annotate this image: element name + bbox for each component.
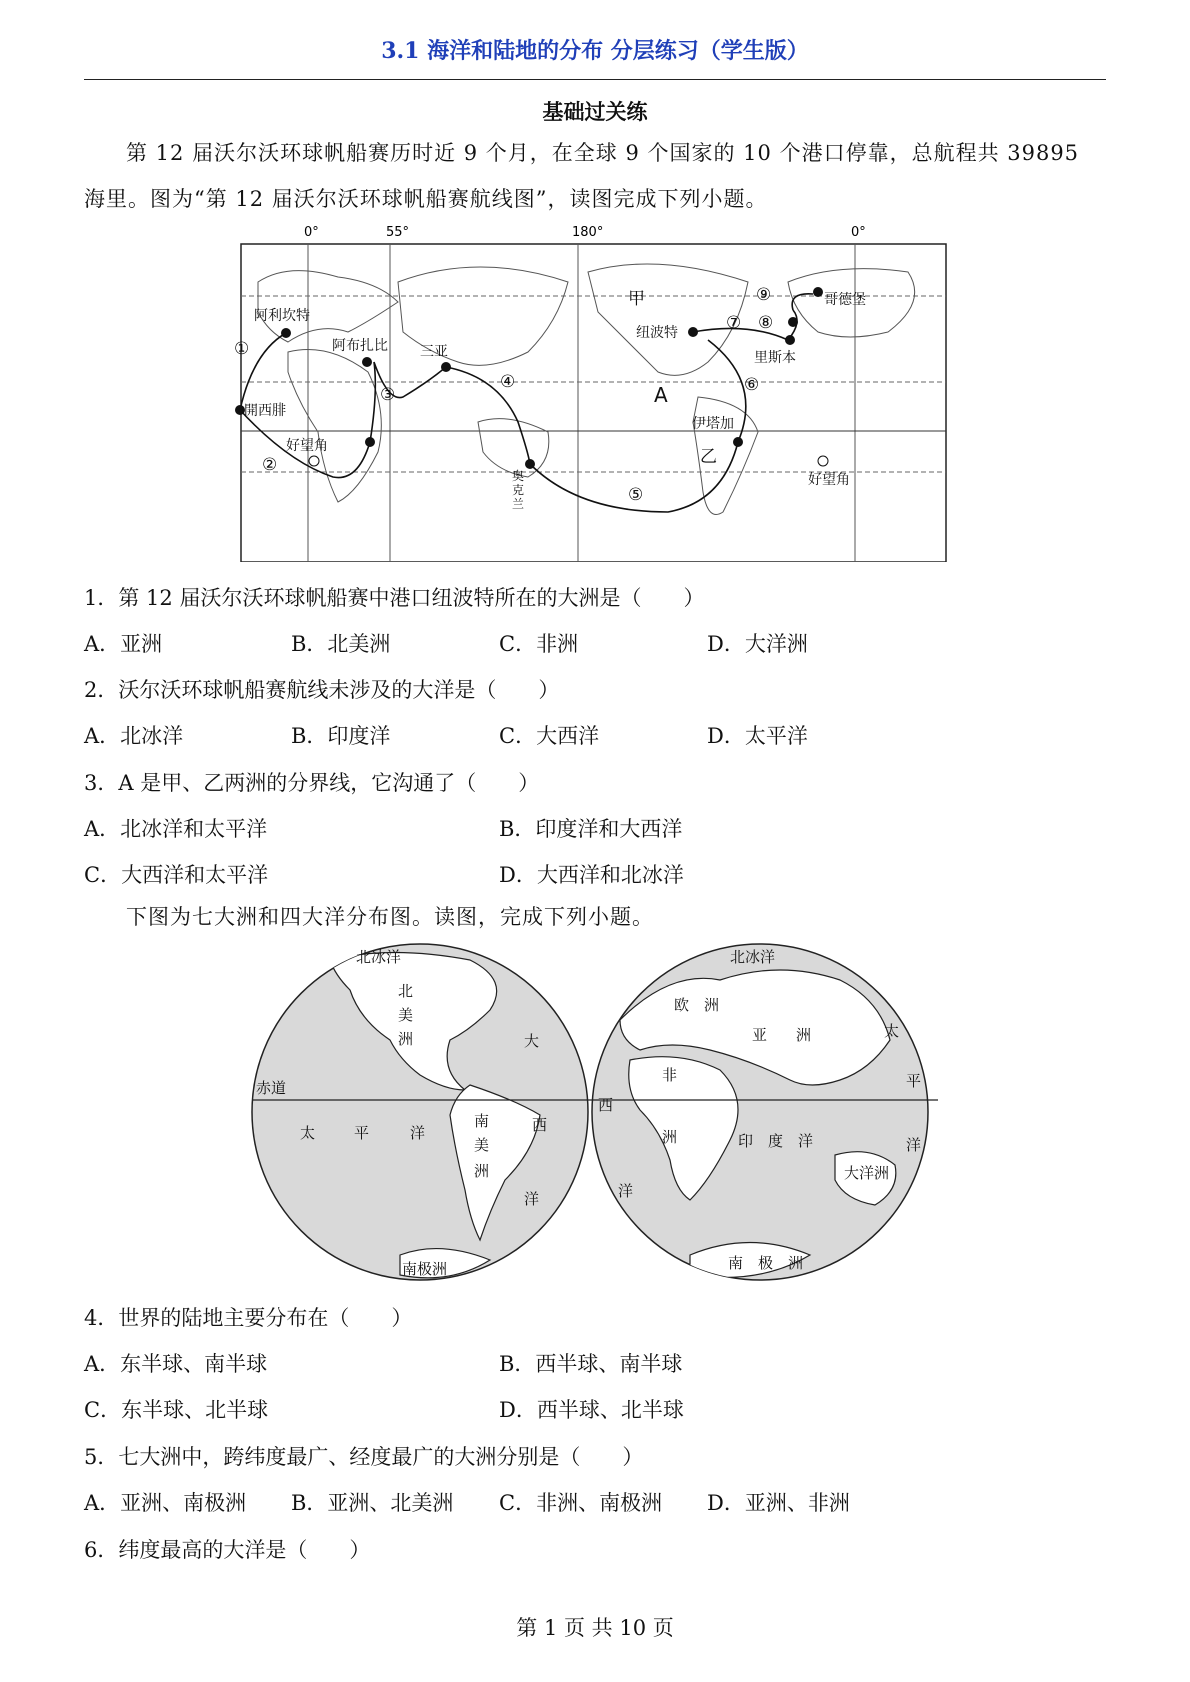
map1-lon-0-right: 0° [851, 225, 866, 240]
q4-option-a[interactable]: A．东半球、南半球 [84, 1352, 268, 1376]
port-lisbon-dot [785, 335, 795, 345]
e-ant: 南 极 洲 [728, 1254, 804, 1272]
label-yi: 乙 [700, 447, 717, 467]
q1-option-b[interactable]: B．北美洲 [291, 632, 391, 656]
label-abudhabi: 阿布扎比 [332, 338, 388, 354]
e-oceania: 大洋洲 [844, 1164, 890, 1182]
question-6-number: 6． [84, 1538, 119, 1562]
e-asia2: 洲 [796, 1026, 812, 1044]
port-auckland-dot [525, 459, 535, 469]
intro-line-2: 海里。图为“第 12 届沃尔沃环球帆船赛航线图”，读图完成下列小题。 [84, 187, 768, 211]
e-europe: 欧 洲 [674, 996, 720, 1014]
w-na2: 美 [398, 1006, 414, 1024]
w-sa3: 洲 [474, 1162, 490, 1180]
q3-option-c[interactable]: C．大西洋和太平洋 [84, 863, 269, 887]
intro-line-1: 第 12 届沃尔沃环球帆船赛历时近 9 个月，在全球 9 个国家的 10 个港口停靠，总航程共 39895 [126, 141, 1080, 165]
q2-option-b[interactable]: B．印度洋 [291, 724, 391, 748]
label-cape-left: 好望角 [286, 438, 328, 454]
e-af1: 非 [662, 1066, 678, 1084]
question-3 [84, 767, 539, 797]
e-ping: 平 [906, 1072, 922, 1090]
question-6 [84, 1534, 370, 1564]
question-4-number: 4． [84, 1306, 119, 1330]
label-alicante: 阿利坎特 [254, 308, 310, 324]
q4-option-b[interactable]: B．西半球、南半球 [499, 1352, 683, 1376]
map1-lon-0-left: 0° [304, 225, 319, 240]
q1-option-d[interactable]: D．大洋洲 [707, 632, 808, 656]
q1-option-a[interactable]: A．亚洲 [84, 632, 163, 656]
q5-option-c[interactable]: C．非洲、南极洲 [499, 1491, 663, 1515]
page-footer: 第 1 页 共 10 页 [516, 1616, 674, 1640]
leg-6-label: ⑥ [744, 375, 760, 395]
leg-1-label: ① [234, 339, 250, 359]
port-newport-dot [688, 327, 698, 337]
e-arctic: 北冰洋 [730, 948, 776, 966]
route-map [228, 222, 948, 562]
question-2 [84, 674, 559, 704]
map1-lon-55: 55° [386, 225, 410, 240]
question-2-number: 2． [84, 678, 119, 702]
w-equator: 赤道 [256, 1079, 287, 1097]
leg-8-label: ⑧ [758, 313, 774, 333]
auckland-vertical-label [512, 468, 524, 511]
q5-option-b[interactable]: B．亚洲、北美洲 [291, 1491, 454, 1515]
q2-option-c[interactable]: C．大西洋 [499, 724, 600, 748]
label-auckland-2: 克 [512, 483, 525, 497]
question-1-text: 第 12 届沃尔沃环球帆船赛中港口纽波特所在的大洲是（ ） [118, 586, 705, 610]
port-alicante-dot [281, 328, 291, 338]
e-tai: 太 [884, 1022, 900, 1040]
question-1-number: 1． [84, 586, 119, 610]
map1-lon-180: 180° [572, 225, 604, 240]
question-5-text: 七大洲中，跨纬度最广、经度最广的大洲分别是（ ） [118, 1445, 644, 1469]
w-p2: 平 [354, 1124, 370, 1142]
q3-option-a[interactable]: A．北冰洋和太平洋 [84, 817, 268, 841]
intro-paragraph [84, 130, 1108, 222]
label-capetown: 開西腓 [244, 403, 286, 419]
cape-left-marker [309, 456, 319, 466]
q3-option-d[interactable]: D．大西洋和北冰洋 [499, 863, 684, 887]
w-na3: 洲 [398, 1030, 414, 1048]
question-4-text: 世界的陆地主要分布在（ ） [118, 1306, 413, 1330]
leg-7-label: ⑦ [726, 313, 742, 333]
e-yang: 洋 [618, 1182, 634, 1200]
port-itajai-dot [733, 437, 743, 447]
port-abudhabi-dot [362, 357, 372, 367]
w-arctic: 北冰洋 [356, 948, 402, 966]
q3-option-b[interactable]: B．印度洋和大西洋 [499, 817, 683, 841]
q5-option-a[interactable]: A．亚洲、南极洲 [84, 1491, 247, 1515]
label-sanya: 三亚 [420, 344, 448, 360]
port-cape-mid-dot [365, 437, 375, 447]
question-3-text: A 是甲、乙两洲的分界线，它沟通了（ ） [118, 771, 540, 795]
label-goteborg: 哥德堡 [824, 292, 866, 308]
label-itajai: 伊塔加 [692, 416, 734, 432]
question-3-number: 3． [84, 771, 119, 795]
label-cape-right: 好望角 [808, 472, 850, 488]
e-xi: 西 [598, 1096, 614, 1114]
question-4 [84, 1302, 412, 1332]
header-rule [84, 79, 1106, 80]
leg-2-label: ② [262, 455, 278, 475]
w-xi: 西 [532, 1116, 548, 1134]
q4-option-c[interactable]: C．东半球、北半球 [84, 1398, 269, 1422]
question-6-text: 纬度最高的大洋是（ ） [118, 1538, 371, 1562]
w-ant: 南极洲 [402, 1260, 448, 1278]
e-asia1: 亚 [752, 1026, 768, 1044]
question-5 [84, 1441, 643, 1471]
w-p1: 太 [300, 1124, 316, 1142]
e-yang2: 洋 [906, 1136, 922, 1154]
e-af2: 洲 [662, 1128, 678, 1146]
label-a: A [654, 383, 668, 407]
label-auckland-1: 奥 [512, 469, 525, 483]
leg-5-label: ⑤ [628, 485, 644, 505]
w-yang: 洋 [524, 1190, 540, 1208]
label-jia: 甲 [628, 289, 645, 309]
leg-9-label: ⑨ [756, 285, 772, 305]
q5-option-d[interactable]: D．亚洲、非洲 [707, 1491, 850, 1515]
e-io: 印 度 洋 [738, 1132, 814, 1150]
label-lisbon: 里斯本 [754, 350, 796, 366]
port-goteborg-dot [813, 287, 823, 297]
hemisphere-map [250, 940, 940, 1285]
question-2-text: 沃尔沃环球帆船赛航线未涉及的大洋是（ ） [118, 678, 560, 702]
question-5-number: 5． [84, 1445, 119, 1469]
w-sa1: 南 [474, 1112, 490, 1130]
question-1 [84, 582, 704, 612]
label-newport: 纽波特 [636, 325, 678, 341]
page-title: 3.1 海洋和陆地的分布 分层练习（学生版） [381, 38, 809, 64]
port-sanya-dot [441, 362, 451, 372]
w-sa2: 美 [474, 1136, 490, 1154]
leg-4-label: ④ [500, 372, 516, 392]
q4-option-d[interactable]: D．西半球、北半球 [499, 1398, 684, 1422]
section-title: 基础过关练 [542, 99, 648, 124]
intro-2: 下图为七大洲和四大洋分布图。读图，完成下列小题。 [126, 905, 654, 929]
label-auckland-3: 兰 [512, 497, 525, 511]
cape-right-marker [818, 456, 828, 466]
w-da: 大 [524, 1032, 540, 1050]
q2-option-d[interactable]: D．太平洋 [707, 724, 808, 748]
w-na1: 北 [398, 982, 414, 1000]
q1-option-c[interactable]: C．非洲 [499, 632, 579, 656]
w-p3: 洋 [410, 1124, 426, 1142]
leg-3-label: ③ [380, 385, 396, 405]
port-gdansk-dot [788, 317, 798, 327]
q2-option-a[interactable]: A．北冰洋 [84, 724, 184, 748]
